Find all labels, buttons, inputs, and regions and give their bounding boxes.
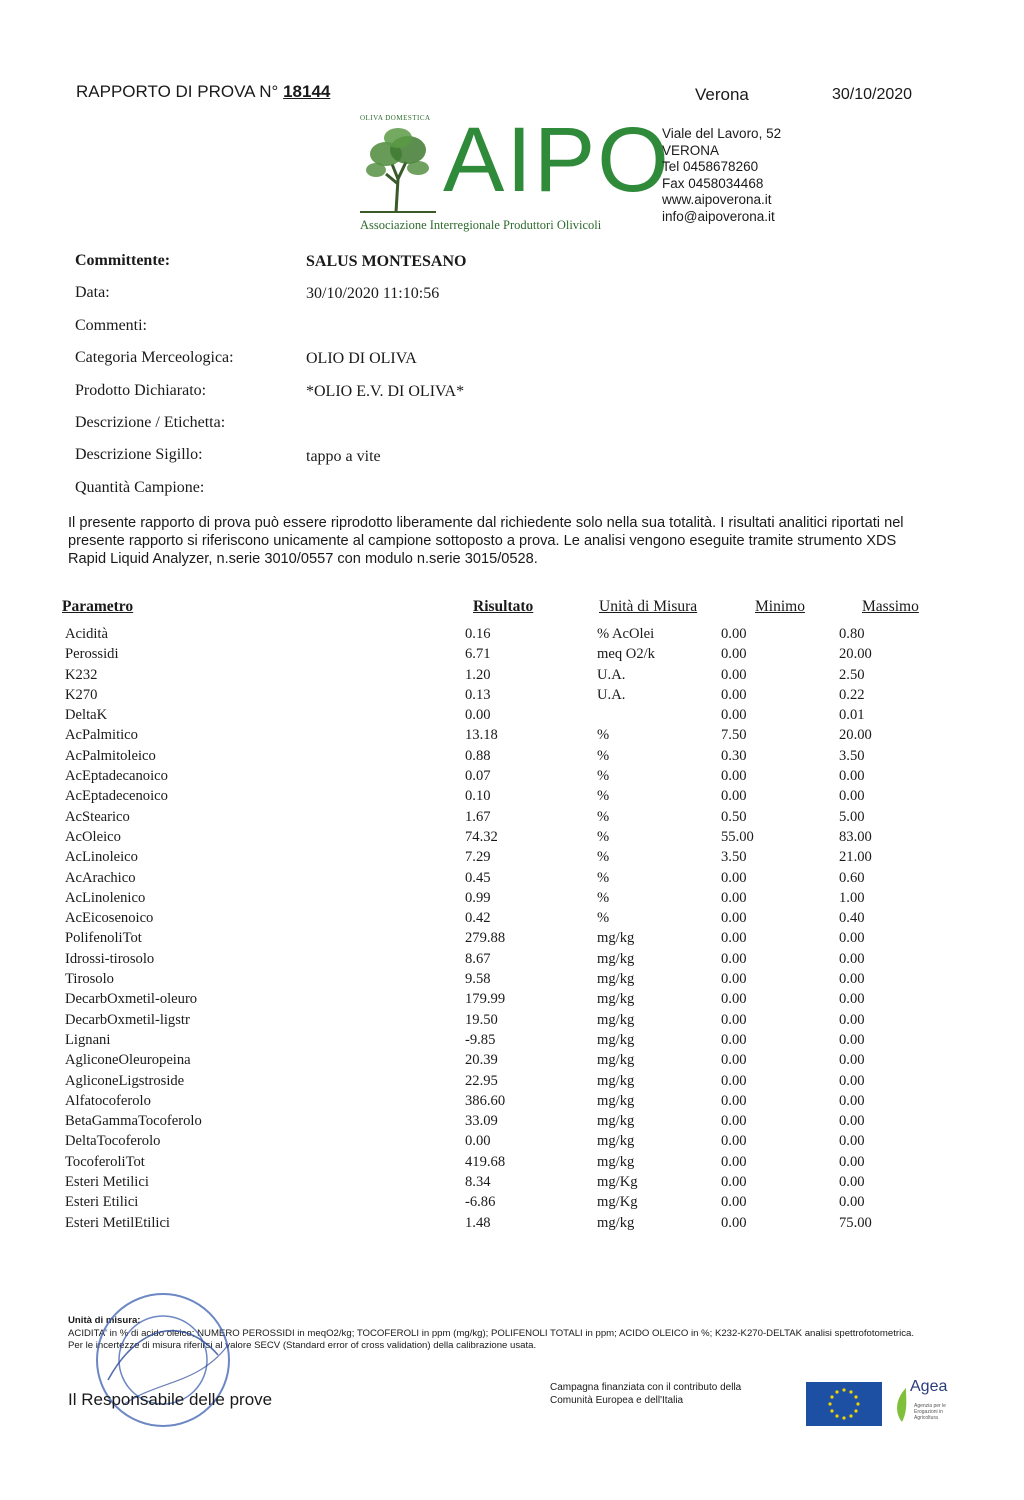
max-value: 5.00: [839, 808, 865, 825]
agea-leaf-icon: [892, 1384, 912, 1424]
param-name: Esteri Metilici: [65, 1174, 149, 1191]
unit-value: mg/kg: [597, 1153, 635, 1170]
result-value: 20.39: [465, 1052, 498, 1069]
logo-small-text: OLIVA DOMESTICA: [360, 114, 431, 122]
olive-tree-icon: [358, 124, 438, 214]
disclaimer-text: Il presente rapporto di prova può essere riprodotto liberamente dal richiedente solo nella sua totalità. I risultati analitici riportati nel presente rapporto si riferiscono unicamente al campione sottoposto a prova. Le analisi vengono eseguite tramite strumento XDS Rapid Liquid Analyzer, n.serie 3010/0557 con modulo n.serie 3015/0528.: [68, 515, 904, 567]
table-row: [62, 725, 919, 745]
max-value: 0.60: [839, 869, 865, 886]
table-row: [62, 969, 919, 989]
table-row: [62, 746, 919, 766]
param-name: Lignani: [65, 1031, 111, 1048]
param-name: Acidità: [65, 626, 108, 642]
table-row: [62, 1192, 919, 1212]
max-value: 0.00: [839, 1072, 865, 1089]
unit-value: mg/kg: [597, 930, 635, 947]
min-value: 0.00: [721, 1133, 747, 1150]
min-value: 7.50: [721, 727, 747, 744]
max-value: 0.80: [839, 626, 865, 642]
unit-value: % AcOlei: [597, 626, 655, 642]
min-value: 0.00: [721, 1194, 747, 1211]
aipo-logo: [358, 109, 671, 234]
responsabile-label: Il Responsabile delle prove: [68, 1390, 273, 1409]
result-value: 419.68: [465, 1153, 506, 1170]
min-value: 0.00: [721, 1072, 747, 1089]
units-note-title: Unità di misura:: [68, 1315, 141, 1326]
unit-value: mg/Kg: [597, 1174, 638, 1191]
campagna-line: Campagna finanziata con il contributo della: [550, 1382, 742, 1393]
min-value: 0.00: [721, 646, 747, 663]
param-name: AgliconeOleuropeina: [65, 1052, 191, 1069]
header-risultato: Risultato: [473, 598, 534, 615]
result-value: 0.42: [465, 910, 491, 927]
min-value: 55.00: [721, 828, 754, 845]
param-name: AcPalmitoleico: [65, 747, 156, 764]
table-row: [62, 1172, 919, 1192]
min-value: 0.00: [721, 666, 747, 683]
address-line: VERONA: [662, 142, 720, 158]
param-name: Alfatocoferolo: [65, 1092, 151, 1109]
agea-subtitle: Agenzia per le Erogazioni in Agricoltura: [914, 1403, 946, 1421]
unit-value: mg/kg: [597, 991, 635, 1008]
max-value: 0.00: [839, 971, 865, 988]
param-name: AcEicosenoico: [65, 910, 154, 927]
report-date: 30/10/2020: [832, 86, 913, 103]
prodotto-value: *OLIO E.V. DI OLIVA*: [306, 383, 465, 400]
result-value: 0.07: [465, 768, 491, 785]
min-value: 0.00: [721, 1153, 747, 1170]
unit-value: %: [597, 727, 610, 744]
result-value: 6.71: [465, 646, 491, 663]
param-name: PolifenoliTot: [65, 930, 142, 947]
result-value: 1.20: [465, 666, 491, 683]
result-value: 386.60: [465, 1092, 506, 1109]
max-value: 0.00: [839, 930, 865, 947]
max-value: 0.40: [839, 910, 865, 927]
param-name: Perossidi: [65, 646, 119, 663]
min-value: 0.00: [721, 768, 747, 785]
max-value: 0.00: [839, 1011, 865, 1028]
table-row: [62, 624, 919, 644]
max-value: 83.00: [839, 828, 872, 845]
data-value: 30/10/2020 11:10:56: [306, 285, 440, 302]
categoria-value: OLIO DI OLIVA: [306, 350, 417, 367]
min-value: 0.00: [721, 991, 747, 1008]
table-row: [62, 766, 919, 786]
max-value: 3.50: [839, 747, 865, 764]
max-value: 0.01: [839, 707, 865, 724]
table-row: [62, 827, 919, 847]
min-value: 0.00: [721, 910, 747, 927]
descrizione-label: Descrizione / Etichetta:: [75, 414, 226, 431]
units-note-line: Per le incertezze di misura riferirsi al valore SECV (Standard error of cross validation) della calibrazione usata.: [68, 1340, 537, 1351]
unit-value: %: [597, 889, 610, 906]
param-name: AgliconeLigstroside: [65, 1072, 185, 1089]
min-value: 0.00: [721, 971, 747, 988]
commenti-label: Commenti:: [75, 317, 147, 334]
results-table: [62, 624, 919, 1233]
table-row: [62, 685, 919, 705]
table-row: [62, 1111, 919, 1131]
result-value: 0.99: [465, 889, 491, 906]
unit-value: %: [597, 808, 610, 825]
min-value: 0.00: [721, 869, 747, 886]
max-value: 0.00: [839, 1092, 865, 1109]
min-value: 0.00: [721, 889, 747, 906]
min-value: 0.00: [721, 626, 747, 642]
report-number-line: [76, 82, 330, 102]
report-city: Verona: [695, 85, 749, 104]
unit-value: %: [597, 849, 610, 866]
result-value: -6.86: [465, 1194, 496, 1211]
min-value: 0.00: [721, 788, 747, 805]
result-value: 0.13: [465, 686, 491, 703]
report-label: RAPPORTO DI PROVA N°: [76, 82, 279, 101]
result-value: 7.29: [465, 849, 491, 866]
report-number: 18144: [283, 82, 331, 101]
param-name: Tirosolo: [65, 971, 114, 988]
min-value: 0.30: [721, 747, 747, 764]
result-value: 0.16: [465, 626, 491, 642]
result-value: 8.34: [465, 1174, 491, 1191]
param-name: K270: [65, 686, 98, 703]
max-value: 75.00: [839, 1214, 872, 1231]
param-name: Idrossi-tirosolo: [65, 950, 155, 967]
unit-value: mg/kg: [597, 1092, 635, 1109]
param-name: AcLinoleico: [65, 849, 138, 866]
max-value: 0.22: [839, 686, 865, 703]
param-name: DecarbOxmetil-ligstr: [65, 1011, 190, 1028]
param-name: DeltaTocoferolo: [65, 1133, 161, 1150]
min-value: 0.00: [721, 1092, 747, 1109]
unit-value: mg/Kg: [597, 1194, 638, 1211]
result-value: 0.45: [465, 869, 491, 886]
unit-value: U.A.: [597, 666, 626, 683]
result-value: 179.99: [465, 991, 506, 1008]
unit-value: %: [597, 828, 610, 845]
param-name: AcEptadecanoico: [65, 768, 168, 785]
table-row: [62, 1071, 919, 1091]
lab-stamp-icon: [88, 1285, 238, 1435]
table-row: [62, 786, 919, 806]
address-line: Viale del Lavoro, 52: [662, 126, 782, 141]
table-row: [62, 989, 919, 1009]
param-name: BetaGammaTocoferolo: [65, 1113, 202, 1130]
committente-label: Committente:: [75, 252, 171, 269]
min-value: 0.00: [721, 930, 747, 947]
unit-value: mg/kg: [597, 1052, 635, 1069]
table-row: [62, 807, 919, 827]
address-line: Tel 0458678260: [662, 159, 759, 175]
unit-value: mg/kg: [597, 1072, 635, 1089]
agea-logo: [892, 1378, 952, 1428]
sigillo-value: tappo a vite: [306, 448, 381, 465]
param-name: K232: [65, 666, 98, 683]
table-row: [62, 888, 919, 908]
max-value: 20.00: [839, 727, 872, 744]
param-name: AcStearico: [65, 808, 130, 825]
lab-address: [662, 126, 781, 226]
table-row: [62, 644, 919, 664]
unit-value: mg/kg: [597, 1031, 635, 1048]
param-name: AcEptadecenoico: [65, 788, 168, 805]
max-value: 20.00: [839, 646, 872, 663]
result-value: 13.18: [465, 727, 498, 744]
results-body: [62, 624, 919, 1233]
unit-value: %: [597, 768, 610, 785]
param-name: DeltaK: [65, 707, 108, 724]
result-value: 1.67: [465, 808, 491, 825]
unit-value: %: [597, 910, 610, 927]
table-row: [62, 705, 919, 725]
max-value: 0.00: [839, 1153, 865, 1170]
min-value: 0.00: [721, 1214, 747, 1231]
max-value: 0.00: [839, 950, 865, 967]
param-name: Esteri Etilici: [65, 1194, 139, 1211]
unit-value: mg/kg: [597, 1214, 635, 1231]
max-value: 0.00: [839, 1113, 865, 1130]
param-name: AcOleico: [65, 828, 121, 845]
logo-wordmark: AIPO: [443, 109, 671, 211]
param-name: AcPalmitico: [65, 727, 138, 744]
max-value: 0.00: [839, 1031, 865, 1048]
max-value: 0.00: [839, 1174, 865, 1191]
table-row: [62, 928, 919, 948]
param-name: TocoferoliTot: [65, 1153, 145, 1170]
param-name: Esteri MetilEtilici: [65, 1214, 170, 1231]
unit-value: mg/kg: [597, 1011, 635, 1028]
units-note-line: ACIDITA' in % di acido oleico; NUMERO PEROSSIDI in meqO2/kg; TOCOFEROLI in ppm (mg/kg); POLIFENOLI TOTALI in ppm; ACIDO OLEICO in %; K232-K270-DELTAK analisi spettrofotometrica.: [68, 1327, 915, 1339]
min-value: 0.00: [721, 1174, 747, 1191]
result-value: 1.48: [465, 1214, 491, 1231]
result-value: 22.95: [465, 1072, 498, 1089]
table-row: [62, 908, 919, 928]
result-value: 9.58: [465, 971, 491, 988]
result-value: 33.09: [465, 1113, 498, 1130]
result-value: 74.32: [465, 828, 498, 845]
campagna-line: Comunità Europea e dell'Italia: [550, 1394, 684, 1406]
max-value: 0.00: [839, 788, 865, 805]
min-value: 3.50: [721, 849, 747, 866]
table-row: [62, 868, 919, 888]
max-value: 0.00: [839, 1194, 865, 1211]
unit-value: %: [597, 788, 610, 805]
unit-value: mg/kg: [597, 1113, 635, 1130]
min-value: 0.00: [721, 1113, 747, 1130]
unit-value: [597, 705, 721, 725]
min-value: 0.50: [721, 808, 747, 825]
max-value: 0.00: [839, 1052, 865, 1069]
table-row: [62, 1010, 919, 1030]
prodotto-label: Prodotto Dichiarato:: [75, 382, 207, 399]
unit-value: U.A.: [597, 686, 626, 703]
min-value: 0.00: [721, 1031, 747, 1048]
table-row: [62, 847, 919, 867]
table-row: [62, 1131, 919, 1151]
data-label: Data:: [75, 284, 110, 301]
table-row: [62, 949, 919, 969]
header-minimo: Minimo: [755, 598, 805, 615]
header-massimo: Massimo: [862, 598, 919, 615]
header-unita: Unità di Misura: [599, 598, 698, 615]
min-value: 0.00: [721, 686, 747, 703]
table-row: [62, 1091, 919, 1111]
eu-flag-icon: [806, 1382, 882, 1426]
address-line: www.aipoverona.it: [662, 192, 772, 208]
logo-association-name: Associazione Interregionale Produttori Olivicoli: [360, 218, 602, 232]
unit-value: %: [597, 869, 610, 886]
unit-value: mg/kg: [597, 1133, 635, 1150]
address-line: Fax 0458034468: [662, 175, 764, 191]
header-parametro: Parametro: [62, 598, 134, 615]
result-value: 0.00: [465, 1133, 491, 1150]
agea-wordmark: Agea: [910, 1378, 948, 1395]
param-name: DecarbOxmetil-oleuro: [65, 991, 198, 1008]
max-value: 0.00: [839, 1133, 865, 1150]
result-value: 19.50: [465, 1011, 498, 1028]
result-value: 0.88: [465, 747, 491, 764]
unit-value: mg/kg: [597, 971, 635, 988]
min-value: 0.00: [721, 1011, 747, 1028]
param-name: AcLinolenico: [65, 889, 146, 906]
param-name: AcArachico: [65, 869, 136, 886]
table-row: [62, 1050, 919, 1070]
table-row: [62, 1152, 919, 1172]
committente-value: SALUS MONTESANO: [306, 253, 467, 270]
min-value: 0.00: [721, 707, 747, 724]
result-value: -9.85: [465, 1031, 496, 1048]
quantita-label: Quantità Campione:: [75, 479, 205, 496]
table-row: [62, 665, 919, 685]
max-value: 0.00: [839, 768, 865, 785]
categoria-label: Categoria Merceologica:: [75, 349, 234, 366]
result-value: 0.00: [465, 707, 491, 724]
result-value: 0.10: [465, 788, 491, 805]
sigillo-label: Descrizione Sigillo:: [75, 446, 203, 463]
address-line: info@aipoverona.it: [662, 208, 775, 224]
min-value: 0.00: [721, 1052, 747, 1069]
table-row: [62, 1030, 919, 1050]
unit-value: %: [597, 747, 610, 764]
campagna-text: [550, 1382, 741, 1407]
result-value: 8.67: [465, 950, 491, 967]
unit-value: meq O2/k: [597, 646, 655, 663]
table-row: [62, 1213, 919, 1233]
result-value: 279.88: [465, 930, 506, 947]
min-value: 0.00: [721, 950, 747, 967]
max-value: 1.00: [839, 889, 865, 906]
unit-value: mg/kg: [597, 950, 635, 967]
max-value: 0.00: [839, 991, 865, 1008]
max-value: 2.50: [839, 666, 865, 683]
max-value: 21.00: [839, 849, 872, 866]
